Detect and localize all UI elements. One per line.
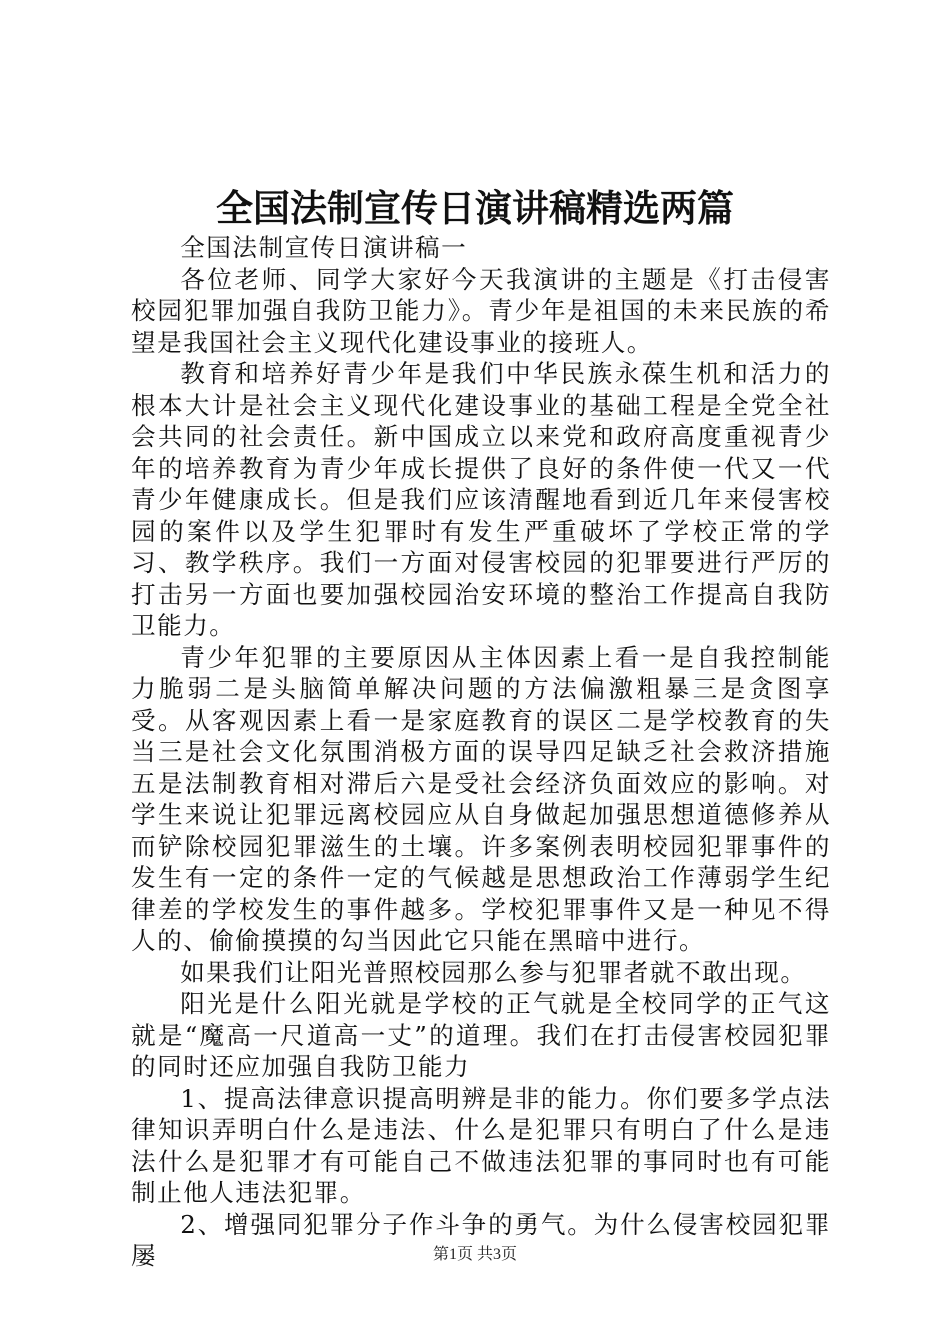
list-item-paragraph: 2、增强同犯罪分子作斗争的勇气。为什么侵害校园犯罪屡 xyxy=(131,1209,831,1270)
page-footer: 第1页 共3页 xyxy=(432,1246,517,1263)
paragraph: 阳光是什么阳光就是学校的正气就是全校同学的正气这就是“魔高一尺道高一丈”的道理。我们在打击侵害校园犯罪的同时还应加强自我防卫能力 xyxy=(131,989,831,1081)
paragraph: 教育和培养好青少年是我们中华民族永葆生机和活力的根本大计是社会主义现代化建设事业的基础工程是全党全社会共同的社会责任。新中国成立以来党和政府高度重视青少年的培养教育为青少年成长提供了良好的条件使一代又一代青少年健康成长。但是我们应该清醒地看到近几年来侵害校园的案件以及学生犯罪时有发生严重破坏了学校正常的学习、教学秩序。我们一方面对侵害校园的犯罪要进行严厉的打击另一方面也要加强校园治安环境的整治工作提高自我防卫能力。 xyxy=(131,359,831,640)
paragraph: 青少年犯罪的主要原因从主体因素上看一是自我控制能力脆弱二是头脑简单解决问题的方法偏激粗暴三是贪图享受。从客观因素上看一是家庭教育的误区二是学校教育的失当三是社会文化氛围消极方面的误导四足缺乏社会救济措施五是法制教育相对滞后六是受社会经济负面效应的影响。对学生来说让犯罪远离校园应从自身做起加强思想道德修养从而铲除校园犯罪滋生的土壤。许多案例表明校园犯罪事件的发生有一定的条件一定的气候越是思想政治工作薄弱学生纪律差的学校发生的事件越多。学校犯罪事件又是一种见不得人的、偷偷摸摸的勾当因此它只能在黑暗中进行。 xyxy=(131,642,831,955)
document-body xyxy=(131,232,831,1272)
document-title: 全国法制宣传日演讲稿精选两篇 xyxy=(216,187,734,230)
paragraph: 各位老师、同学大家好今天我演讲的主题是《打击侵害校园犯罪加强自我防卫能力》。青少年是祖国的未来民族的希望是我国社会主义现代化建设事业的接班人。 xyxy=(131,264,831,357)
list-item-paragraph: 1、提高法律意识提高明辨是非的能力。你们要多学点法律知识弄明白什么是违法、什么是犯罪只有明白了什么是违法什么是犯罪才有可能自己不做违法犯罪的事同时也有可能制止他人违法犯罪。 xyxy=(131,1083,831,1207)
paragraph: 如果我们让阳光普照校园那么参与犯罪者就不敢出现。 xyxy=(180,957,807,987)
section-heading: 全国法制宣传日演讲稿一 xyxy=(180,233,468,262)
